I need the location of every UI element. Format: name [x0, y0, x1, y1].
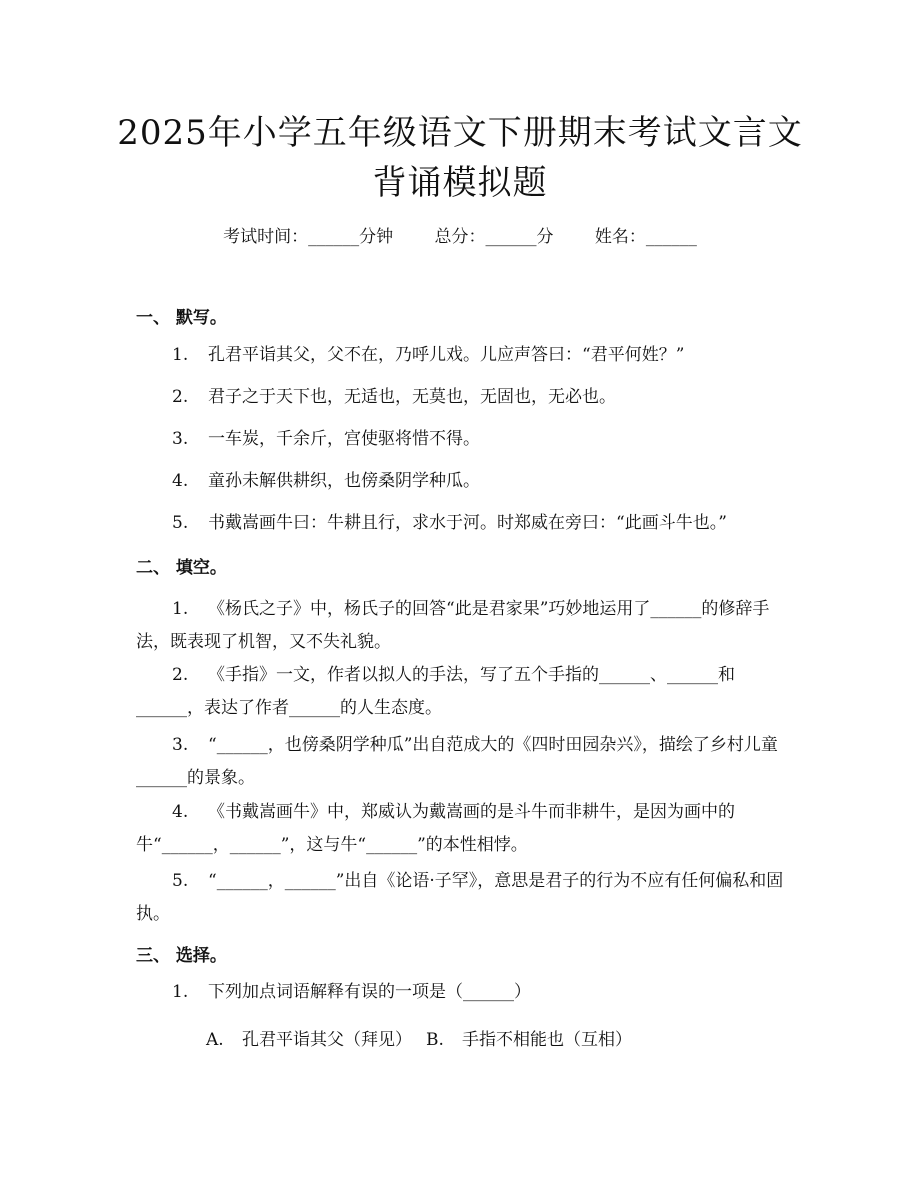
section-heading-dictation: 一、 默写。	[136, 308, 227, 328]
page-title-line2: 背诵模拟题	[372, 163, 548, 203]
question-item	[136, 423, 786, 456]
page-title-line1: 2025年小学五年级语文下册期末考试文言文	[117, 113, 803, 153]
question-text: 《书戴嵩画牛》中，郑威认为戴嵩画的是斗牛而非耕牛，是因为画中的牛“______，______”，这与牛“______”的本性相悖。	[136, 802, 735, 855]
option-a-letter: A.	[206, 1030, 224, 1050]
question-text: “______，也傍桑阴学种瓜”出自范成大的《四时田园杂兴》，描绘了乡村儿童______的景象。	[136, 735, 778, 788]
question-text: 书戴嵩画牛曰：牛耕且行，求水于河。时郑威在旁曰：“此画斗牛也。”	[208, 513, 727, 533]
question-text: 君子之于天下也，无适也，无莫也，无固也，无必也。	[208, 387, 616, 407]
question-text: 《手指》一文，作者以拟人的手法，写了五个手指的______、______和______，表达了作者______的人生态度。	[136, 665, 735, 718]
question-item	[136, 976, 786, 1009]
question-number: 2.	[172, 387, 189, 407]
exam-score: 总分：______分	[434, 227, 554, 247]
choice-options	[206, 1025, 632, 1050]
question-number: 1.	[172, 599, 189, 619]
question-item	[136, 593, 786, 659]
question-item	[136, 796, 786, 862]
question-text: 下列加点词语解释有误的一项是（______）	[208, 982, 531, 1002]
question-item	[136, 659, 786, 725]
question-number: 4.	[172, 471, 189, 491]
section-heading-fill: 二、 填空。	[136, 558, 227, 578]
exam-time: 考试时间：______分钟	[223, 227, 394, 247]
exam-name: 姓名：______	[594, 227, 697, 247]
question-text: 孔君平诣其父，父不在，乃呼儿戏。儿应声答曰：“君平何姓？”	[208, 345, 685, 365]
question-number: 5.	[172, 513, 189, 533]
question-number: 2.	[172, 665, 189, 685]
question-number: 1.	[172, 982, 189, 1002]
question-number: 3.	[172, 735, 189, 755]
question-item	[136, 729, 786, 795]
question-item	[136, 465, 786, 498]
exam-meta	[0, 222, 920, 247]
option-b-text: 手指不相能也（互相）	[462, 1030, 632, 1050]
question-number: 5.	[172, 871, 189, 891]
question-number: 1.	[172, 345, 189, 365]
section-heading-choice: 三、 选择。	[136, 946, 227, 966]
option-b-letter: B.	[426, 1030, 444, 1050]
question-item	[136, 507, 786, 540]
question-text: 一车炭，千余斤，宫使驱将惜不得。	[208, 429, 480, 449]
question-item	[136, 381, 786, 414]
question-number: 4.	[172, 802, 189, 822]
question-number: 3.	[172, 429, 189, 449]
question-text: “______，______”出自《论语·子罕》，意思是君子的行为不应有任何偏私和固执。	[136, 871, 784, 924]
question-text: 童孙未解供耕织，也傍桑阴学种瓜。	[208, 471, 480, 491]
question-item	[136, 339, 786, 372]
question-item	[136, 865, 786, 931]
question-text: 《杨氏之子》中，杨氏子的回答“此是君家果”巧妙地运用了______的修辞手法，既表现了机智，又不失礼貌。	[136, 599, 770, 652]
option-a-text: 孔君平诣其父（拜见）	[242, 1030, 412, 1050]
